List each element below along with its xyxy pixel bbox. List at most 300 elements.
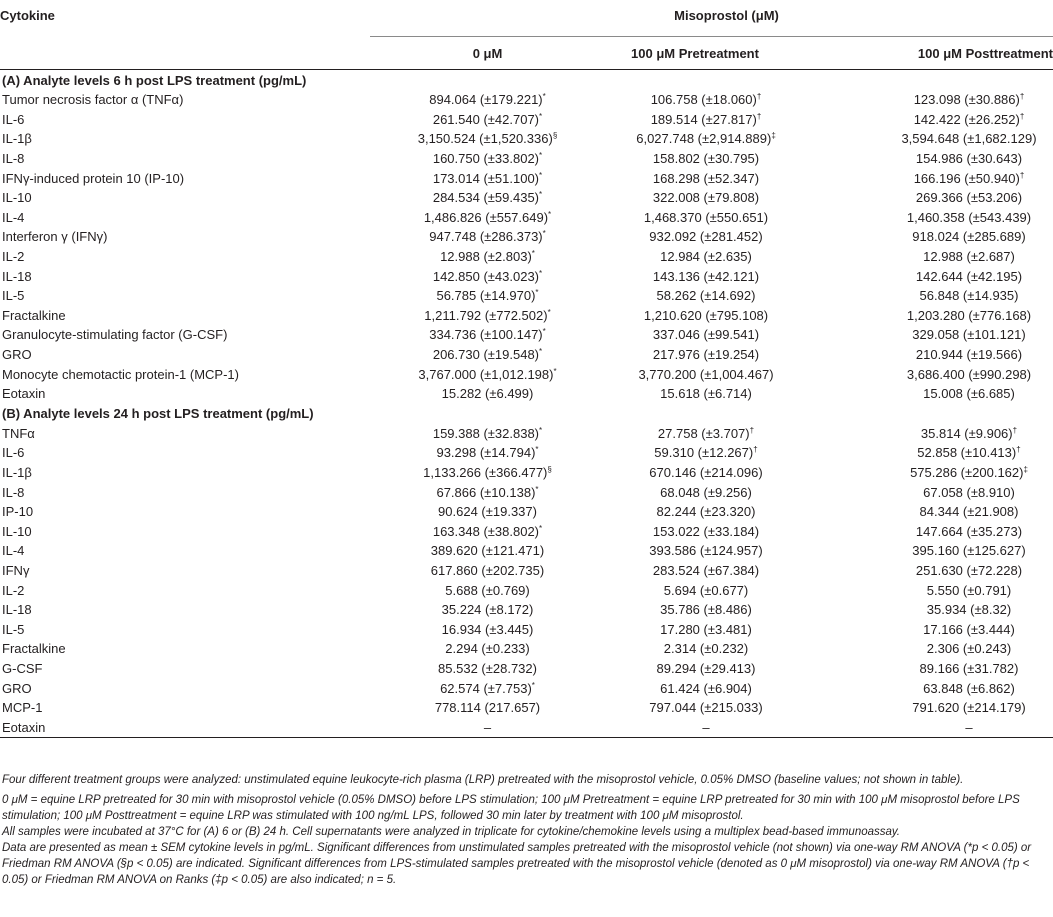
table-row [0,149,1053,169]
section-title: (A) Analyte levels 6 h post LPS treatment (pg/mL) [2,72,307,88]
section-header [0,70,1053,91]
significance-marker: † [749,425,755,435]
table-row [0,168,1053,188]
value-text: 85.532 (±28.732) [438,660,537,676]
value-text: 123.098 (±30.886) [913,92,1020,108]
significance-marker: † [756,111,762,121]
table-row [0,659,1053,679]
value-text: 322.008 (±79.808) [652,190,760,206]
header-col-pretreatment: 100 μM Pretreatment [575,37,815,70]
value-cell [575,580,815,600]
value-text: 6,027.748 (±2,914.889) [636,131,772,147]
table-row [0,364,1053,384]
value-text: 67.058 (±8.910) [923,484,1015,500]
significance-marker: * [539,111,543,121]
footnote-1: Four different treatment groups were analyzed: unstimulated equine leukocyte-rich plasma (LRP) pretreated with the misoprostol vehicle, 0.05% DMSO (baseline values; not shown in table). [2,774,964,786]
value-text: 3,594.648 (±1,682.129) [901,131,1037,147]
value-cell [370,110,575,130]
significance-marker: * [539,170,543,180]
cytokine-name: Eotaxin [0,717,370,737]
cytokine-name: IL-2 [2,582,25,598]
value-cell [815,482,1053,502]
value-text: 918.024 (±285.689) [912,229,1026,245]
value-text: 58.262 (±14.692) [656,288,756,304]
significance-marker: * [542,229,546,239]
table-row [0,443,1053,463]
value-text: 1,460.358 (±543.439) [906,209,1032,225]
value-cell [815,639,1053,659]
value-text: 393.586 (±124.957) [649,543,763,559]
value-text: 17.280 (±3.481) [660,621,752,637]
value-cell [575,619,815,639]
value-cell [370,502,575,522]
table-row [0,482,1053,502]
value-cell [815,580,1053,600]
value-text: 35.814 (±9.906) [920,425,1013,441]
value-text: 56.785 (±14.970) [436,288,536,304]
value-cell [815,443,1053,463]
value-cell [815,208,1053,228]
value-cell [370,247,575,267]
cytokine-name: Eotaxin [2,386,46,402]
table-row [0,463,1053,483]
table-row [0,580,1053,600]
value-text: 160.750 (±33.802) [432,151,540,167]
value-text: 35.224 (±8.172) [441,602,534,618]
value-cell [575,149,815,169]
significance-marker: * [547,307,551,317]
value-text: 3,767.000 (±1,012.198) [418,366,554,382]
cytokine-name: G-CSF [2,660,43,676]
value-cell [370,463,575,483]
value-text: 27.758 (±3.707) [657,425,750,441]
value-cell [575,188,815,208]
cytokine-name: IL-2 [2,249,25,265]
value-cell [815,266,1053,286]
cytokine-name: IP-10 [2,504,34,520]
value-cell [575,600,815,620]
table-row [0,266,1053,286]
significance-marker: * [539,425,543,435]
value-text: 89.294 (±29.413) [656,660,756,676]
value-text: 84.344 (±21.908) [919,504,1019,520]
value-cell [815,345,1053,365]
value-cell [575,678,815,698]
cytokine-name: IL-18 [2,602,32,618]
value-cell [370,168,575,188]
cytokine-name: IL-1β [2,131,32,147]
value-text: 251.630 (±72.228) [915,562,1023,578]
value-text: 59.310 (±12.267) [654,445,754,461]
header-blank [0,37,370,70]
significance-marker: * [535,288,539,298]
value-text: 894.064 (±179.221) [429,92,543,108]
value-cell [370,659,575,679]
value-cell [575,443,815,463]
value-text: 142.644 (±42.195) [915,268,1023,284]
value-text: 142.850 (±43.023) [432,268,540,284]
table-row [0,129,1053,149]
value-cell [370,266,575,286]
table-footnotes [2,772,1050,888]
table-row [0,227,1053,247]
value-text: 89.166 (±31.782) [919,660,1019,676]
significance-marker: * [548,209,552,219]
value-cell [370,208,575,228]
value-cell [815,110,1053,130]
value-cell [575,424,815,444]
cytokine-name: Granulocyte-stimulating factor (G-CSF) [2,327,228,343]
table-row [0,678,1053,698]
value-cell [575,286,815,306]
table-row [0,717,1053,737]
value-cell [575,521,815,541]
value-text: 1,468.370 (±550.651) [643,209,769,225]
value-cell [370,227,575,247]
value-text: 17.166 (±3.444) [923,621,1015,637]
significance-marker: § [547,464,552,474]
table-row [0,306,1053,326]
value-cell [370,521,575,541]
table-row [0,619,1053,639]
value-text: 52.858 (±10.413) [917,445,1017,461]
value-text: 2.294 (±0.233) [445,641,530,657]
table-row [0,247,1053,267]
value-cell [370,639,575,659]
value-text: 1,211.792 (±772.502) [424,307,548,323]
value-text: 166.196 (±50.940) [913,170,1020,186]
cytokine-name: GRO [2,680,32,696]
table-row [0,384,1053,404]
value-cell [815,306,1053,326]
value-cell [370,600,575,620]
value-text: 932.092 (±281.452) [649,229,763,245]
value-cell [815,247,1053,267]
value-text: 143.136 (±42.121) [652,268,760,284]
value-cell [575,698,815,718]
significance-marker: * [542,327,546,337]
value-cell [815,561,1053,581]
significance-marker: * [535,445,539,455]
table-row [0,90,1053,110]
value-cell [815,502,1053,522]
value-cell [815,384,1053,404]
value-cell [815,188,1053,208]
table-row [0,561,1053,581]
value-cell [370,580,575,600]
value-text: 947.748 (±286.373) [429,229,543,245]
table-row [0,502,1053,522]
value-cell [370,286,575,306]
value-text: 5.694 (±0.677) [663,582,749,598]
value-cell [370,149,575,169]
value-cell [575,717,815,737]
value-cell [815,678,1053,698]
value-cell [370,619,575,639]
value-cell [370,345,575,365]
significance-marker: * [553,366,557,376]
value-cell [575,110,815,130]
value-text: – [483,719,492,735]
value-cell [575,168,815,188]
cytokine-name: IFNγ-induced protein 10 (IP-10) [2,170,185,186]
value-cell [815,619,1053,639]
table-row [0,325,1053,345]
cytokine-name: GRO [2,347,32,363]
footnote-4: Data are presented as mean ± SEM cytokine levels in pg/mL. Significant differences from unstimulated samples pretreated with the misoprostol vehicle (not shown) via one-way RM ANOVA (*p < 0.05) or Friedman RM ANOVA (§p < 0.05) are indicated. Significant differences from LPS-stimulated samples pretreated with the misoprostol vehicle (denoted as 0 μM misoprostol) via one-way RM ANOVA (†p < 0.05) or Friedman RM ANOVA on Ranks (‡p < 0.05) are also indicated; n = 5. [2,842,1032,886]
significance-marker: † [1012,425,1018,435]
value-text: 617.860 (±202.735) [430,562,545,578]
value-text: 1,203.280 (±776.168) [906,307,1032,323]
value-text: 395.160 (±125.627) [912,543,1026,559]
value-text: 1,210.620 (±795.108) [643,307,769,323]
cytokine-name: Interferon γ (IFNγ) [2,229,108,245]
value-cell [815,659,1053,679]
significance-marker: * [539,268,543,278]
value-cell [575,90,815,110]
value-cell [575,247,815,267]
value-cell [370,541,575,561]
value-cell [370,698,575,718]
significance-marker: § [552,131,558,141]
cytokine-name: Monocyte chemotactic protein-1 (MCP-1) [2,366,239,382]
value-cell [815,521,1053,541]
table-row [0,188,1053,208]
value-text: 2.314 (±0.232) [663,641,749,657]
table-row [0,639,1053,659]
value-cell [575,561,815,581]
value-cell [370,717,575,737]
table-row [0,541,1053,561]
significance-marker: * [539,190,543,200]
value-text: 1,486.826 (±557.649) [423,209,549,225]
table-row [0,424,1053,444]
value-text: 67.866 (±10.138) [436,484,536,500]
cytokine-name: MCP-1 [2,700,43,716]
value-cell [370,482,575,502]
table-row [0,208,1053,228]
value-text: 217.976 (±19.254) [652,347,760,363]
table-body [0,70,1053,738]
cytokine-name: IL-5 [2,288,25,304]
value-cell [575,306,815,326]
value-text: 142.422 (±26.252) [913,111,1020,127]
cytokine-name: IL-18 [2,268,32,284]
value-cell [575,463,815,483]
cytokine-name: IL-10 [2,190,32,206]
significance-marker: † [1019,92,1025,102]
value-cell [575,208,815,228]
value-cell [575,129,815,149]
value-text: 575.286 (±200.162) [910,464,1024,480]
value-text: 106.758 (±18.060) [650,92,757,108]
value-text: 778.114 (217.657) [434,700,541,716]
table-row [0,600,1053,620]
value-cell [815,325,1053,345]
header-cytokine: Cytokine [0,8,55,23]
cytokine-name: IL-6 [2,445,25,461]
value-cell [575,364,815,384]
value-text: 147.664 (±35.273) [915,523,1023,539]
value-text: 15.008 (±6.685) [923,386,1015,402]
value-text: 791.620 (±214.179) [912,700,1026,716]
value-cell [815,463,1053,483]
table-row [0,698,1053,718]
significance-marker: * [531,680,535,690]
value-text: 35.934 (±8.32) [926,602,1012,618]
value-text: 16.934 (±3.445) [441,621,534,637]
value-text: 283.524 (±67.384) [652,562,760,578]
value-text: 168.298 (±52.347) [652,170,760,186]
value-cell [815,168,1053,188]
value-cell [575,541,815,561]
value-text: 334.736 (±100.147) [429,327,543,343]
value-text: 82.244 (±23.320) [656,504,756,520]
value-text: 61.424 (±6.904) [660,680,752,696]
cytokine-name: IL-4 [2,209,25,225]
value-text: 284.534 (±59.435) [432,190,540,206]
value-cell [370,443,575,463]
significance-marker: * [542,92,546,102]
value-cell [815,698,1053,718]
value-text: 12.988 (±2.803) [440,249,532,265]
value-text: 269.366 (±53.206) [915,190,1023,206]
value-text: 158.802 (±30.795) [652,151,760,167]
footnote-3: All samples were incubated at 37°C for (A) 6 or (B) 24 h. Cell supernatants were analyzed in triplicate for cytokine/chemokine levels using a multiplex bead-based immunoassay. [2,826,900,838]
value-text: 35.786 (±8.486) [660,602,752,618]
cytokine-name: IFNγ [2,562,30,578]
value-text: 797.044 (±215.033) [649,700,763,716]
value-text: 670.146 (±214.096) [649,464,763,480]
footnote-2: 0 μM = equine LRP pretreated for 30 min with misoprostol vehicle (0.05% DMSO) before LPS stimulation; 100 μM Pretreatment = equine LRP pretreated for 30 min with 100 μM misoprostol before LPS stimulation; 100 μM Posttreatment = equine LRP was stimulated with 100 ng/mL LPS, followed 30 min later by treatment with 100 μM misoprostol. [2,794,1020,822]
significance-marker: † [1019,111,1025,121]
value-cell [575,659,815,679]
value-text: 1,133.266 (±366.477) [423,464,548,480]
value-text: 189.514 (±27.817) [650,111,757,127]
value-text: 163.348 (±38.802) [432,523,540,539]
value-cell [815,424,1053,444]
value-text: 15.618 (±6.714) [660,386,752,402]
value-text: 206.730 (±19.548) [432,347,540,363]
value-text: 154.986 (±30.643) [915,151,1023,167]
table-row [0,110,1053,130]
cytokine-name: IL-4 [2,543,25,559]
significance-marker: ‡ [1023,464,1028,474]
value-cell [575,482,815,502]
cytokine-name: TNFα [2,425,35,441]
value-cell [815,129,1053,149]
value-cell [370,561,575,581]
value-cell [575,227,815,247]
header-col-0um: 0 μM [370,37,575,70]
table-row [0,521,1053,541]
value-cell [370,384,575,404]
significance-marker: † [1019,170,1025,180]
significance-marker: * [535,484,539,494]
value-text: 63.848 (±6.862) [923,680,1015,696]
value-text: 56.848 (±14.935) [919,288,1019,304]
value-cell [815,286,1053,306]
section-header [0,404,1053,424]
value-text: 90.624 (±19.337) [438,504,537,520]
cytokine-name: IL-8 [2,484,25,500]
value-cell [370,129,575,149]
value-cell [370,188,575,208]
value-text: 5.550 (±0.791) [926,582,1012,598]
significance-marker: ‡ [771,131,776,141]
value-text: 3,770.200 (±1,004.467) [638,366,774,382]
value-text: 12.988 (±2.687) [923,249,1015,265]
value-text: 337.046 (±99.541) [652,327,760,343]
value-cell [370,90,575,110]
value-text: 15.282 (±6.499) [441,386,534,402]
value-text: 210.944 (±19.566) [915,347,1023,363]
value-text: – [702,719,710,735]
value-cell [815,149,1053,169]
table-header [0,0,1053,70]
value-cell [815,364,1053,384]
value-cell [575,345,815,365]
value-text: 329.058 (±101.121) [912,327,1026,343]
cytokine-name: IL-5 [2,621,25,637]
value-cell [815,90,1053,110]
cytokine-name: Tumor necrosis factor α (TNFα) [2,92,184,108]
value-text: 5.688 (±0.769) [445,582,530,598]
value-cell [370,325,575,345]
value-cell [575,384,815,404]
value-cell [575,266,815,286]
value-cell [575,639,815,659]
table-row [0,345,1053,365]
value-cell [370,364,575,384]
value-text: 93.298 (±14.794) [436,445,536,461]
significance-marker: † [753,445,758,455]
value-text: 12.984 (±2.635) [660,249,752,265]
cytokine-name: IL-1β [2,464,32,480]
cytokine-name: Fractalkine [2,641,66,657]
value-text: 159.388 (±32.838) [432,425,540,441]
value-text: 173.014 (±51.100) [432,170,540,186]
value-cell [370,678,575,698]
value-cell [815,717,1053,737]
header-misoprostol: Misoprostol (μM) [674,8,779,23]
value-text: 261.540 (±42.707) [432,111,540,127]
value-cell [575,502,815,522]
value-text: 3,150.524 (±1,520.336) [417,131,553,147]
value-cell [815,227,1053,247]
significance-marker: * [539,347,543,357]
significance-marker: † [756,92,762,102]
value-cell [815,541,1053,561]
cytokine-name: IL-8 [2,151,25,167]
value-text: 68.048 (±9.256) [660,484,752,500]
significance-marker: * [539,151,543,161]
value-cell [575,325,815,345]
value-text: 153.022 (±33.184) [652,523,760,539]
value-cell [370,424,575,444]
cytokine-name: Fractalkine [2,307,66,323]
value-text: 3,686.400 (±990.298) [906,366,1032,382]
table-row [0,286,1053,306]
value-text: 62.574 (±7.753) [440,680,532,696]
significance-marker: * [531,249,535,259]
value-cell [815,600,1053,620]
value-text: – [965,719,973,735]
significance-marker: † [1016,445,1021,455]
cytokine-name: IL-6 [2,111,25,127]
significance-marker: * [539,523,543,533]
value-cell [370,306,575,326]
